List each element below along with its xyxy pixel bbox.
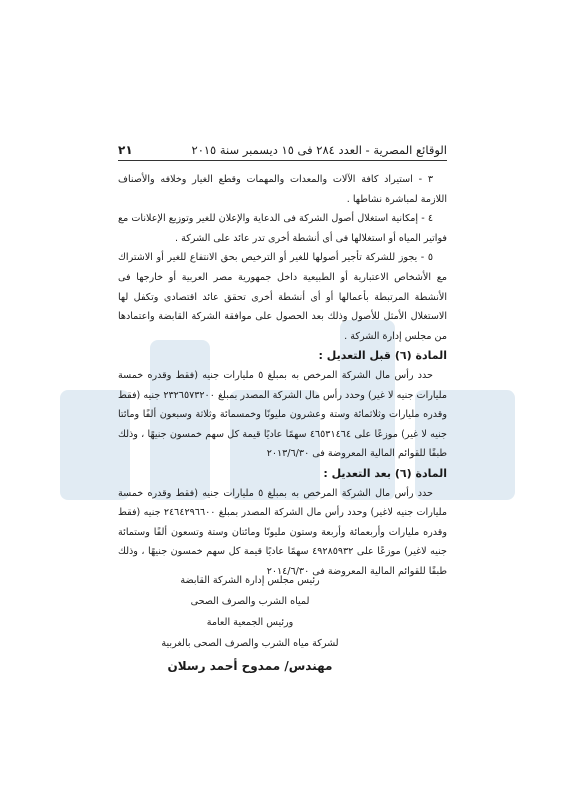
article-6-after-text: حدد رأس مال الشركة المرخص به بمبلغ ٥ مليارات جنيه (فقط وقدره خمسة مليارات جنيه لاغير) وحدد رأس مال الشركة المصدر بمبلغ ٢٤٦٤٢٩٦٦٠٠ جنيه (فقط وقدره مليارات وأربعمائة وأربعة وستون مليونًا ومائتان وستة وتسعون ألفًا وستمائة جنيه لاغير) موزعًا على ٤٩٢٨٥٩٣٢ سهمًا عاديًا قيمة كل سهم خمسون جنيهًا ، وذلك طبقًا للقوائم المالية المعروضة فى ٢٠١٤/٦/٣٠ — [118, 487, 447, 577]
signature-line: رئيس مجلس إدارة الشركة القابضة — [180, 575, 320, 586]
item-3: ٣ - استيراد كافة الآلات والمعدات والمهمات وقطع الغيار وخلافه والأصناف اللازمة لمباشرة نشاطها . — [118, 174, 447, 205]
page-header — [118, 137, 447, 161]
signature-line: ورئيس الجمعية العامة — [206, 617, 294, 628]
header-title: الوقائع المصرية - العدد ٢٨٤ فى ١٥ ديسمبر سنة ٢٠١٥ — [191, 143, 447, 157]
article-6-after-heading: المادة (٦) بعد التعديل : — [323, 466, 447, 480]
item-4: ٤ - إمكانية استغلال أصول الشركة فى الدعاية والإعلان للغير وتوزيع الإعلانات مع فواتير المياه أو استغلالها فى أى أنشطة أخرى تدر عائد على الشركة . — [118, 213, 447, 244]
article-6-before-text: حدد رأس مال الشركة المرخص به بمبلغ ٥ مليارات جنيه (فقط وقدره خمسة مليارات جنيه لا غير) وحدد رأس مال الشركة المصدر بمبلغ ٢٣٢٦٥٧٣٢٠٠ جنيه (فقط وقدره مليارات وثلاثمائة وستة وعشرون مليونًا وخمسمائة وثلاثة وسبعون ألفًا ومائتا جنيه لا غير) موزعًا على ٤٦٥٣١٤٦٤ سهمًا عاديًا قيمة كل سهم خمسون جنيهًا ، وذلك طبقًا للقوائم المالية المعروضة فى ٢٠١٣/٦/٣٠ — [118, 369, 447, 460]
document-body — [118, 170, 447, 581]
signature-line: لشركة مياه الشرب والصرف الصحى بالغربية — [161, 638, 339, 649]
page-number: ٢١ — [118, 143, 133, 157]
signature-line: لمياه الشرب والصرف الصحى — [190, 596, 310, 607]
signature-block — [120, 570, 380, 678]
signatory-name: مهندس/ ممدوح أحمد رسلان — [167, 659, 333, 673]
item-5: ٥ - يجوز للشركة تأجير أصولها للغير أو الترخيص بحق الانتفاع للغير أو الاشتراك مع الأشخاص الاعتبارية أو الطبيعية داخل جمهورية مصر العربية أو خارجها فى الأنشطة المرتبطة بأعمالها أو أى أنشطة أخرى تحقق عائد اقتصادى وتكفل لها الاستغلال الأمثل للأصول وذلك بعد الحصول على موافقة الشركة القابضة واعتمادها من مجلس إدارة الشركة . — [118, 252, 447, 342]
article-6-before-heading: المادة (٦) قبل التعديل : — [318, 349, 447, 363]
